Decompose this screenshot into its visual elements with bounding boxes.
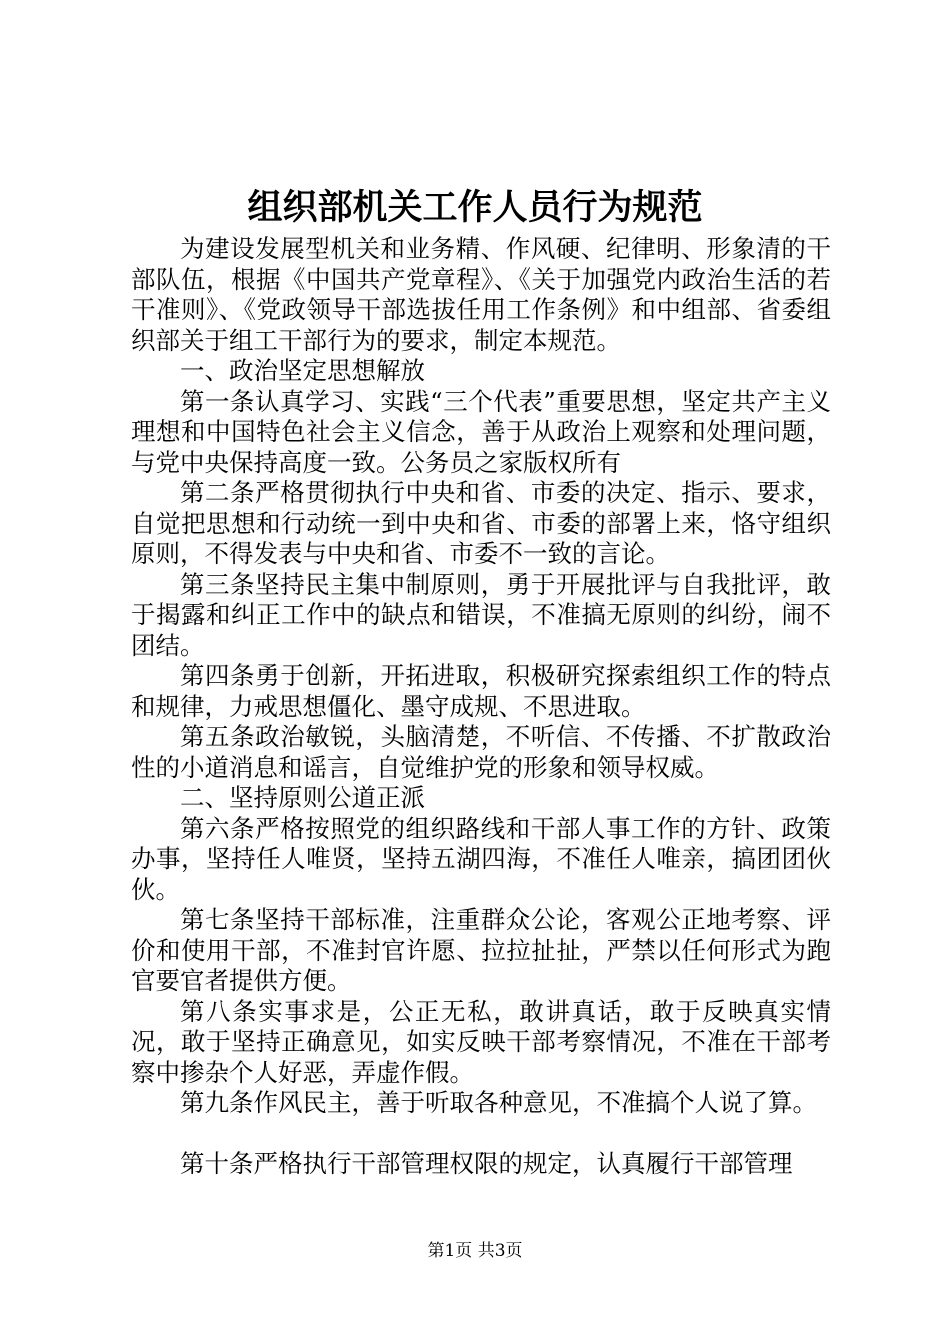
document-title: 组织部机关工作人员行为规范: [247, 188, 703, 228]
article-7: 第七条坚持干部标准，注重群众公论，客观公正地考察、评价和使用干部，不准封官许愿、拉拉扯扯，严禁以任何形式为跑官要官者提供方便。: [131, 905, 831, 995]
paragraph-intro: 为建设发展型机关和业务精、作风硬、纪律明、形象清的干部队伍，根据《中国共产党章程》、《关于加强党内政治生活的若干准则》、《党政领导干部选拔任用工作条例》和中组部、省委组织部关于组工干部行为的要求，制定本规范。: [131, 234, 831, 355]
section-heading-2: 二、坚持原则公道正派: [180, 783, 425, 812]
paragraph-gap: [131, 1119, 831, 1150]
article-8: 第八条实事求是，公正无私，敢讲真话，敢于反映真实情况，敢于坚持正确意见，如实反映干部考察情况，不准在干部考察中掺杂个人好恶，弄虚作假。: [131, 996, 831, 1087]
document-body: [131, 234, 831, 1180]
article-10: 第十条严格执行干部管理权限的规定，认真履行干部管理: [180, 1149, 793, 1178]
article-3: 第三条坚持民主集中制原则，勇于开展批评与自我批评，敢于揭露和纠正工作中的缺点和错误，不准搞无原则的纠纷，闹不团结。: [131, 569, 831, 660]
article-2: 第二条严格贯彻执行中央和省、市委的决定、指示、要求，自觉把思想和行动统一到中央和省、市委的部署上来，恪守组织原则，不得发表与中央和省、市委不一致的言论。: [131, 478, 831, 568]
section-heading-1: 一、政治坚定思想解放: [180, 356, 425, 385]
article-9: 第九条作风民主，善于听取各种意见，不准搞个人说了算。: [180, 1088, 817, 1117]
article-6: 第六条严格按照党的组织路线和干部人事工作的方针、政策办事，坚持任人唯贤，坚持五湖四海，不准任人唯亲，搞团团伙伙。: [131, 813, 831, 904]
article-5: 第五条政治敏锐，头脑清楚，不听信、不传播、不扩散政治性的小道消息和谣言，自觉维护党的形象和领导权威。: [131, 722, 831, 782]
article-1: 第一条认真学习、实践“三个代表”重要思想，坚定共产主义理想和中国特色社会主义信念，善于从政治上观察和处理问题，与党中央保持高度一致。公务员之家版权所有: [131, 386, 831, 477]
article-4: 第四条勇于创新，开拓进取，积极研究探索组织工作的特点和规律，力戒思想僵化、墨守成规、不思进取。: [131, 661, 831, 721]
page-number: 第1页 共3页: [427, 1241, 523, 1261]
